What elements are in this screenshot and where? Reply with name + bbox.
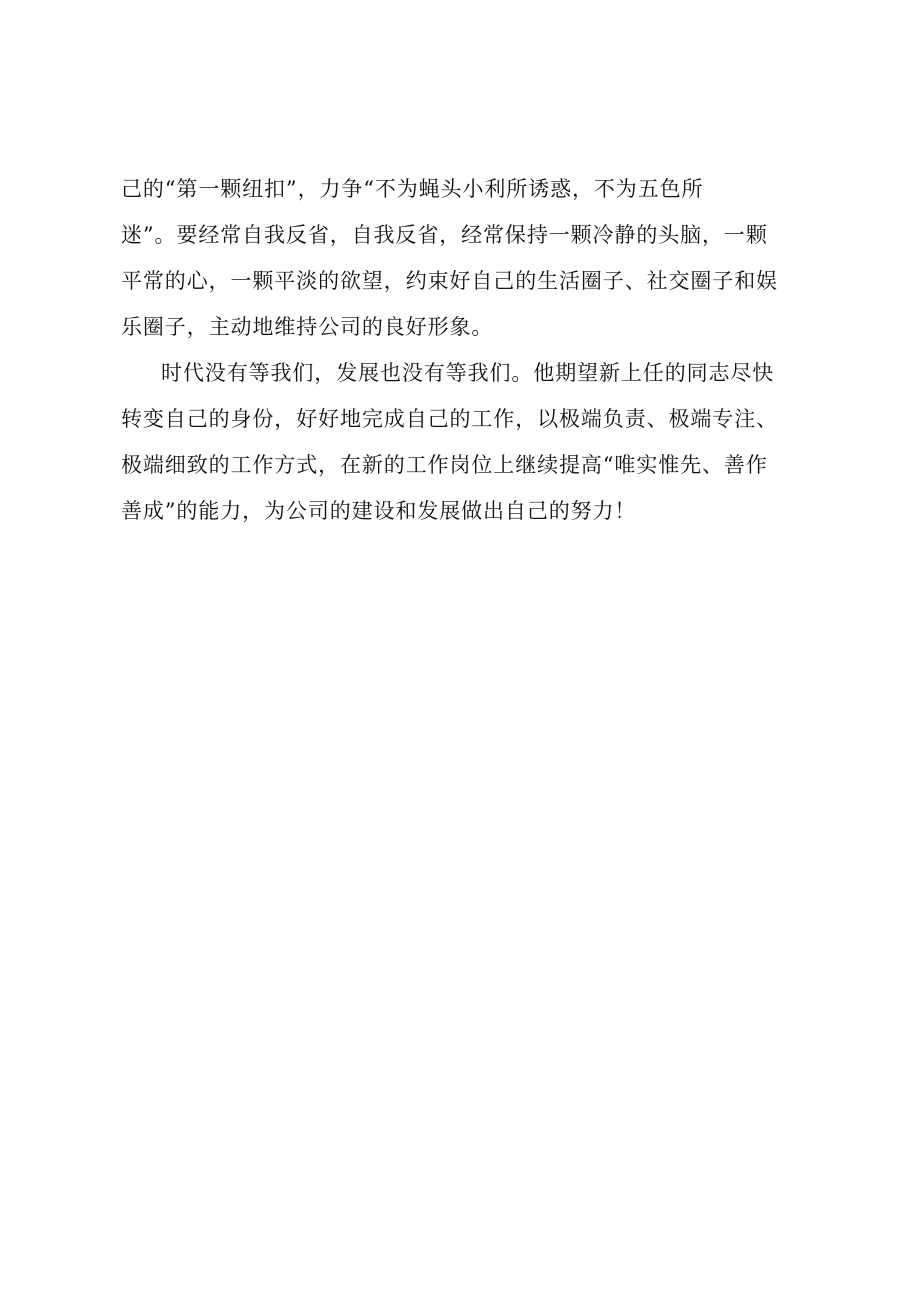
paragraph-2 [121,350,811,534]
paragraph-1-line-1: 己的“第一颗纽扣”，力争“不为蝇头小利所诱惑，不为五色所 [121,177,704,201]
paragraph-2-line-1: 时代没有等我们，发展也没有等我们。他期望新上任的同志尽快 [161,361,775,385]
document-body [121,166,811,534]
paragraph-1-line-4: 乐圈子，主动地维持公司的良好形象。 [121,315,494,339]
paragraph-1 [121,166,811,350]
paragraph-2-line-3: 极端细致的工作方式，在新的工作岗位上继续提高“唯实惟先、善作 [121,453,768,477]
paragraph-2-line-4: 善成”的能力，为公司的建设和发展做出自己的努力！ [121,499,637,523]
paragraph-1-line-2: 迷”。要经常自我反省，自我反省，经常保持一颗冷静的头脑，一颗 [121,223,768,247]
paragraph-1-line-3: 平常的心，一颗平淡的欲望，约束好自己的生活圈子、社交圈子和娱 [121,269,778,293]
paragraph-2-line-2: 转变自己的身份，好好地完成自己的工作，以极端负责、极端专注、 [121,407,778,431]
